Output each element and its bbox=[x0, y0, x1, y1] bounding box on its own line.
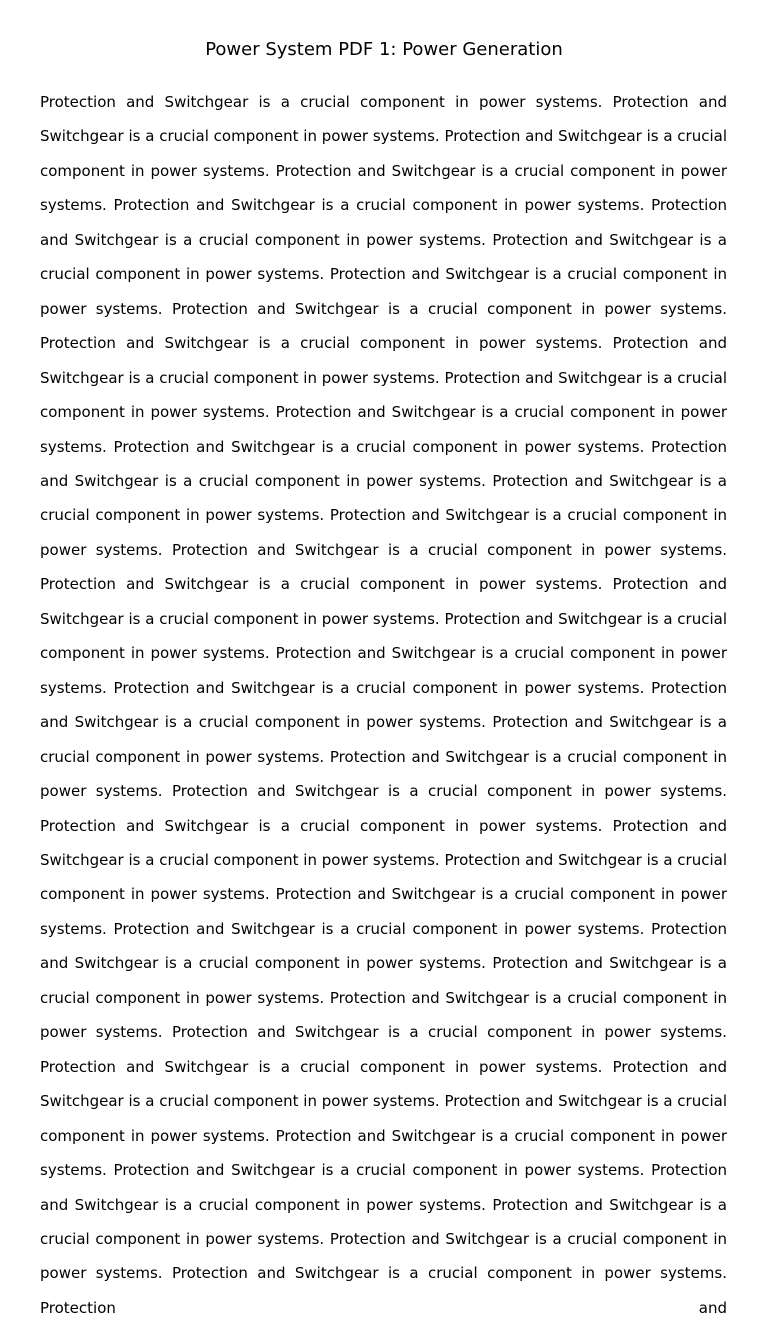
body-paragraph: Protection and Switchgear is a crucial component in power systems. Protection and Switchgear is a crucial component in power systems. Protection and Switchgear is a crucial component in power systems. Protection and Switchgear is a crucial component in power systems. Protection and Switchgear is a crucial component in power systems. Protection and Switchgear is a crucial component in power systems. Protection and Switchgear is a crucial component in power systems. Protection and Switchgear is a crucial component in power systems. Protection and Switchgear is a crucial component in power systems. Protection and Switchgear is a crucial component in power systems. Protection and Switchgear is a crucial component in power systems. Protection and Switchgear is a crucial component in power systems. Protection and Switchgear is a crucial component in power systems. Protection and Switchgear is a crucial component in power systems. Protection and Switchgear is a crucial component in power systems. Protection and Switchgear is a crucial component in power systems. Protection and Switchgear is a crucial component in power systems. Protection and Switchgear is a crucial component in power systems. Protection and Switchgear is a crucial component in power systems. Protection and Switchgear is a crucial component in power systems. Protection and Switchgear is a crucial component in power systems. Protection and Switchgear is a crucial component in power systems. Protection and Switchgear is a crucial component in power systems. Protection and Switchgear is a crucial component in power systems. Protection and Switchgear is a crucial component in power systems. Protection and Switchgear is a crucial component in power systems. Protection and Switchgear is a crucial component in power systems. Protection and Switchgear is a crucial component in power systems. Protection and Switchgear is a crucial component in power systems. Protection and Switchgear is a crucial component in power systems. Protection and Switchgear is a crucial component in power systems. Protection and Switchgear is a crucial component in power systems. Protection and Switchgear is a crucial component in power systems. Protection and Switchgear is a crucial component in power systems. Protection and Switchgear is a crucial component in power systems. Protection and Switchgear is a crucial component in power systems. Protection and Switchgear is a crucial component in power systems. Protection and Switchgear is a crucial component in power systems. Protection and Switchgear is a crucial component in power systems. Protection and Switchgear is a crucial component in power systems. Protection and Switchgear is a crucial component in power systems. Protection and Switchgear is a crucial component in power systems. Protection and Switchgear is a crucial component in power systems. Protection and Switchgear is a crucial component in power systems. Protection and Switchgear is a crucial component in power systems. Protection and bbox=[40, 93, 727, 1317]
page-title: Power System PDF 1: Power Generation bbox=[205, 39, 563, 60]
